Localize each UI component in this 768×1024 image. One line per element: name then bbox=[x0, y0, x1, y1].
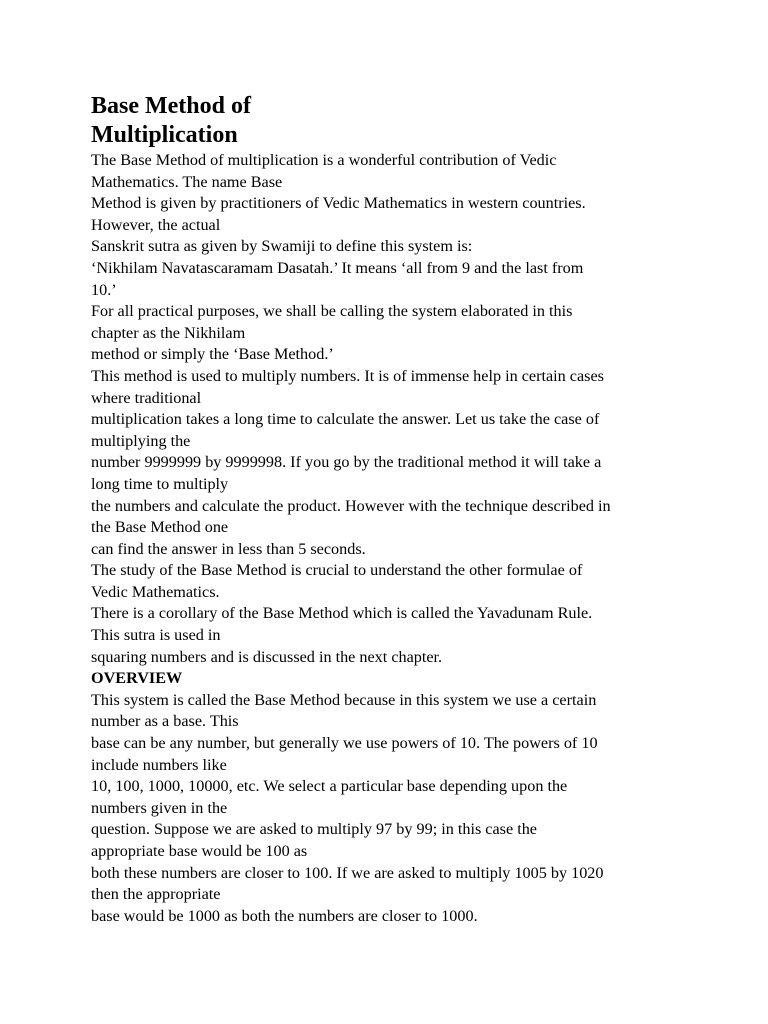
text-line: multiplication takes a long time to calculate the answer. Let us take the case of bbox=[91, 410, 600, 429]
text-line: numbers given in the bbox=[91, 798, 228, 817]
text-line: appropriate base would be 100 as bbox=[91, 842, 308, 860]
text-line: The study of the Base Method is crucial to understand the other formulae of bbox=[91, 561, 583, 580]
intro-text bbox=[91, 150, 691, 668]
document-page bbox=[91, 92, 691, 927]
overview-text bbox=[91, 690, 691, 928]
text-line: question. Suppose we are asked to multiply 97 by 99; in this case the bbox=[91, 820, 537, 839]
text-line: This method is used to multiply numbers. It is of immense help in certain cases bbox=[91, 366, 604, 385]
text-line: chapter as the Nikhilam bbox=[91, 323, 246, 342]
text-line: squaring numbers and is discussed in the next chapter. bbox=[91, 647, 443, 666]
text-line: Mathematics. The name Base bbox=[91, 172, 283, 191]
text-line: 10.’ bbox=[91, 280, 117, 299]
text-line: Vedic Mathematics. bbox=[91, 582, 220, 601]
text-line: where traditional bbox=[91, 388, 202, 407]
text-line: base can be any number, but generally we use powers of 10. The powers of 10 bbox=[91, 734, 598, 753]
overview-heading: OVERVIEW bbox=[91, 669, 183, 688]
text-line: 10, 100, 1000, 10000, etc. We select a particular base depending upon the bbox=[91, 777, 568, 796]
text-line: The Base Method of multiplication is a wonderful contribution of Vedic bbox=[91, 151, 557, 169]
page-title: Base Method of Multiplication bbox=[91, 93, 251, 148]
text-line: ‘Nikhilam Navatascaramam Dasatah.’ It means ‘all from 9 and the last from bbox=[91, 258, 584, 277]
text-line: There is a corollary of the Base Method which is called the Yavadunam Rule. bbox=[91, 604, 593, 623]
text-line: the Base Method one bbox=[91, 518, 229, 537]
text-line: For all practical purposes, we shall be calling the system elaborated in this bbox=[91, 302, 573, 321]
text-line: number 9999999 by 9999998. If you go by the traditional method it will take a bbox=[91, 453, 602, 472]
text-line: then the appropriate bbox=[91, 885, 221, 904]
text-line: However, the actual bbox=[91, 215, 221, 234]
text-line: both these numbers are closer to 100. If we are asked to multiply 1005 by 1020 bbox=[91, 863, 604, 882]
text-line: method or simply the ‘Base Method.’ bbox=[91, 345, 334, 364]
text-line: This sutra is used in bbox=[91, 626, 221, 645]
text-line: Sanskrit sutra as given by Swamiji to define this system is: bbox=[91, 237, 473, 256]
text-line: can find the answer in less than 5 seconds. bbox=[91, 539, 366, 558]
text-line: base would be 1000 as both the numbers are closer to 1000. bbox=[91, 906, 478, 925]
text-line: Method is given by practitioners of Vedic Mathematics in western countries. bbox=[91, 194, 586, 213]
text-line: This system is called the Base Method because in this system we use a certain bbox=[91, 690, 597, 709]
text-line: long time to multiply bbox=[91, 474, 229, 493]
text-line: the numbers and calculate the product. However with the technique described in bbox=[91, 496, 611, 515]
text-line: multiplying the bbox=[91, 431, 191, 450]
text-line: number as a base. This bbox=[91, 712, 239, 731]
text-line: include numbers like bbox=[91, 755, 227, 774]
